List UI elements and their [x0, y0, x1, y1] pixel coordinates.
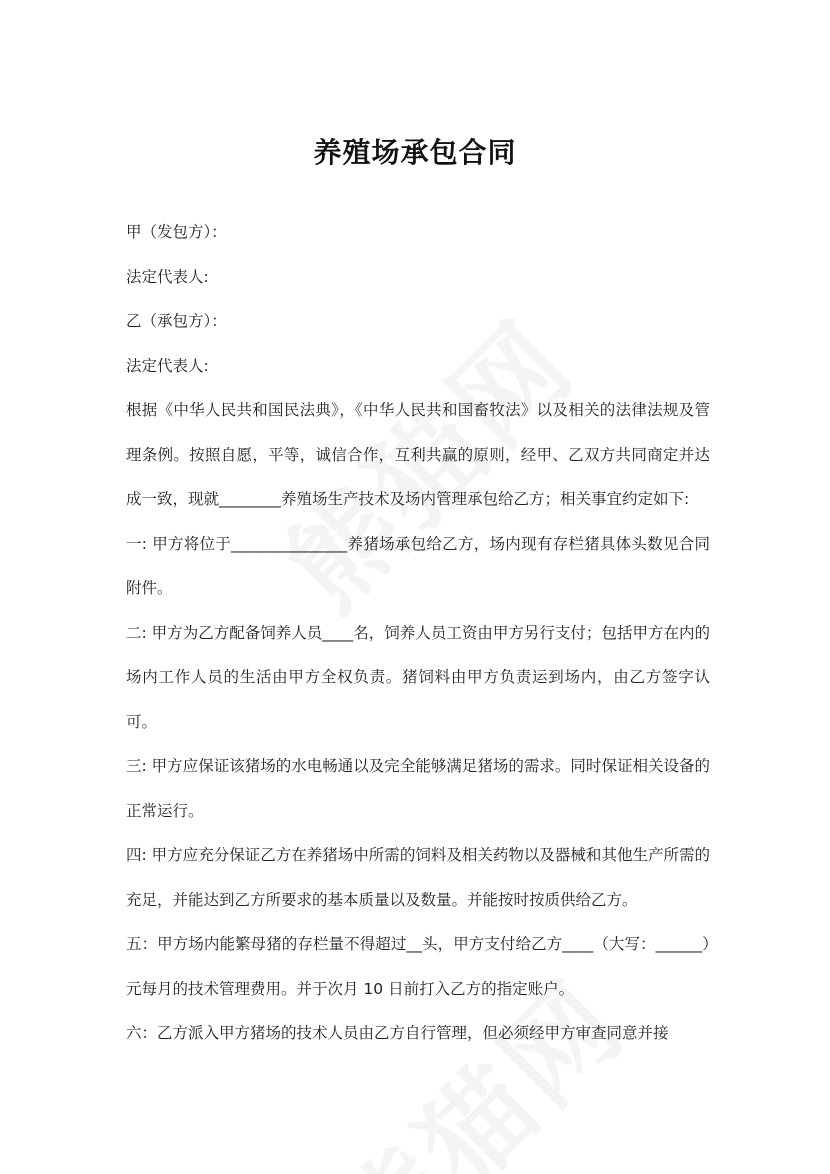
clause-4: 四: 甲方应充分保证乙方在养猪场中所需的饲料及相关药物以及器械和其他生产所需的充足，并能达到乙方所要求的基本质量以及数量。并能按时按质供给乙方。: [126, 846, 710, 909]
contract-body: [126, 210, 710, 1056]
party-a-line: 甲（发包方）：: [126, 223, 227, 241]
clause-5: 五：甲方场内能繁母猪的存栏量不得超过__头，甲方支付给乙方____（大写：______）元每月的技术管理费用。并于次月 10 日前打入乙方的指定账户。: [126, 935, 710, 998]
party-b-representative-line: 法定代表人:: [126, 356, 209, 375]
party-b-line: 乙（承包方）：: [126, 312, 227, 330]
preamble-paragraph: 根据《中华人民共和国民法典》，《中华人民共和国畜牧法》以及相关的法律法规及管理条例。按照自愿，平等，诚信合作，互利共赢的原则，经甲、乙双方共同商定并达成一致，现就________养殖场生产技术及场内管理承包给乙方；相关事宜约定如下:: [126, 401, 710, 508]
clause-3: 三: 甲方应保证该猪场的水电畅通以及完全能够满足猪场的需求。同时保证相关设备的正常运行。: [126, 757, 710, 820]
clause-6: 六：乙方派入甲方猪场的技术人员由乙方自行管理，但必须经甲方审查同意并接: [126, 1024, 669, 1042]
clause-2: 二: 甲方为乙方配备饲养人员____名，饲养人员工资由甲方另行支付；包括甲方在内的场内工作人员的生活由甲方全权负责。猪饲料由甲方负责运到场内，由乙方签字认可。: [126, 623, 710, 731]
party-a-representative-line: 法定代表人:: [126, 267, 209, 286]
clause-1: 一: 甲方将位于_______________养猪场承包给乙方，场内现有存栏猪具体头数见合同附件。: [126, 534, 710, 597]
document-title: 养殖场承包合同: [313, 135, 517, 169]
